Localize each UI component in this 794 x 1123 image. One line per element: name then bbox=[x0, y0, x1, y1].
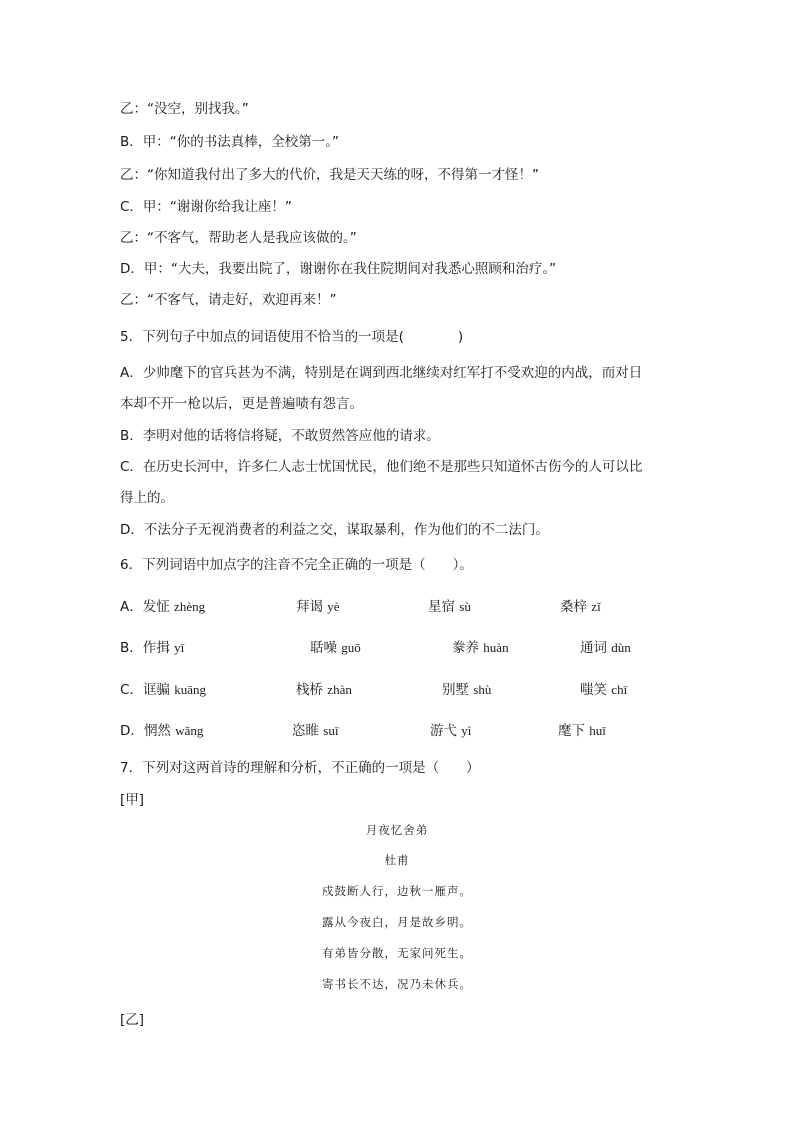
q6-word: 嗤笑 chī bbox=[580, 682, 628, 698]
q7-stem: 7．下列对这两首诗的理解和分析，不正确的一项是（ ） bbox=[120, 760, 480, 776]
q5-option-b: B．李明对他的话将信将疑，不敢贸然答应他的请求。 bbox=[120, 428, 440, 444]
q6-word: D．惘然 wǎng bbox=[120, 723, 204, 739]
q6-word: 拜谒 yè bbox=[296, 599, 340, 615]
q6-word: 别墅 shù bbox=[442, 682, 492, 698]
q6-word: A．发怔 zhèng bbox=[120, 599, 206, 615]
q4-line: 乙：“不客气，请走好，欢迎再来！” bbox=[120, 292, 337, 308]
poem-line: 有弟皆分散，无家问死生。 bbox=[322, 946, 472, 960]
q7-label-yi: [乙] bbox=[120, 1012, 145, 1028]
q4-line: 乙：“你知道我付出了多大的代价，我是天天练的呀，不得第一才怪！” bbox=[120, 167, 539, 183]
q5-option-c-cont: 得上的。 bbox=[120, 490, 174, 506]
q4-line: B．甲：“你的书法真棒，全校第一。” bbox=[120, 134, 339, 150]
q6-word: 麾下 huī bbox=[558, 723, 606, 739]
q5-option-c: C．在历史长河中，许多仁人志士忧国忧民，他们绝不是那些只知道怀古伤今的人可以比 bbox=[120, 459, 643, 475]
poem-line: 露从今夜白，月是故乡明。 bbox=[322, 915, 472, 929]
q5-option-a-cont: 本却不开一枪以后，更是普遍啧有怨言。 bbox=[120, 396, 363, 412]
q6-word: 游弋 yì bbox=[430, 723, 472, 739]
q5-option-d: D．不法分子无视消费者的利益之交，谋取暴利，作为他们的不二法门。 bbox=[120, 522, 549, 538]
q6-word: C．诓骗 kuāng bbox=[120, 682, 207, 698]
q6-word: 通词 dùn bbox=[580, 640, 631, 656]
poem-author: 杜甫 bbox=[384, 853, 410, 867]
q5-option-a: A．少帅麾下的官兵甚为不满，特别是在调到西北继续对红军打不受欢迎的内战，而对日 bbox=[120, 365, 643, 381]
poem-title: 月夜忆舍弟 bbox=[365, 823, 429, 837]
q5-stem: 5．下列句子中加点的词语使用不恰当的一项是( ) bbox=[120, 329, 464, 345]
poem-line: 戍鼓断人行，边秋一雁声。 bbox=[322, 884, 472, 898]
q6-word: 恣睢 suī bbox=[292, 723, 339, 739]
q6-word: 星宿 sù bbox=[428, 599, 471, 615]
poem-line: 寄书长不达，况乃未休兵。 bbox=[322, 977, 472, 991]
q6-word: 栈桥 zhàn bbox=[296, 682, 352, 698]
q4-line: 乙：“不客气，帮助老人是我应该做的。” bbox=[120, 230, 357, 246]
q6-stem: 6．下列词语中加点字的注音不完全正确的一项是（ ）。 bbox=[120, 557, 473, 573]
q6-word: B．作揖 yī bbox=[120, 640, 185, 656]
q7-label-jia: [甲] bbox=[120, 792, 145, 808]
q4-line: C．甲：“谢谢你给我让座！” bbox=[120, 199, 292, 215]
q6-word: 聒噪 guō bbox=[310, 640, 361, 656]
q4-line: D．甲：“大夫，我要出院了，谢谢你在我住院期间对我悉心照顾和治疗。” bbox=[120, 261, 557, 277]
q6-word: 桑梓 zǐ bbox=[560, 599, 601, 615]
q4-line: 乙：“没空，别找我。” bbox=[120, 101, 249, 117]
q6-word: 豢养 huàn bbox=[452, 640, 509, 656]
